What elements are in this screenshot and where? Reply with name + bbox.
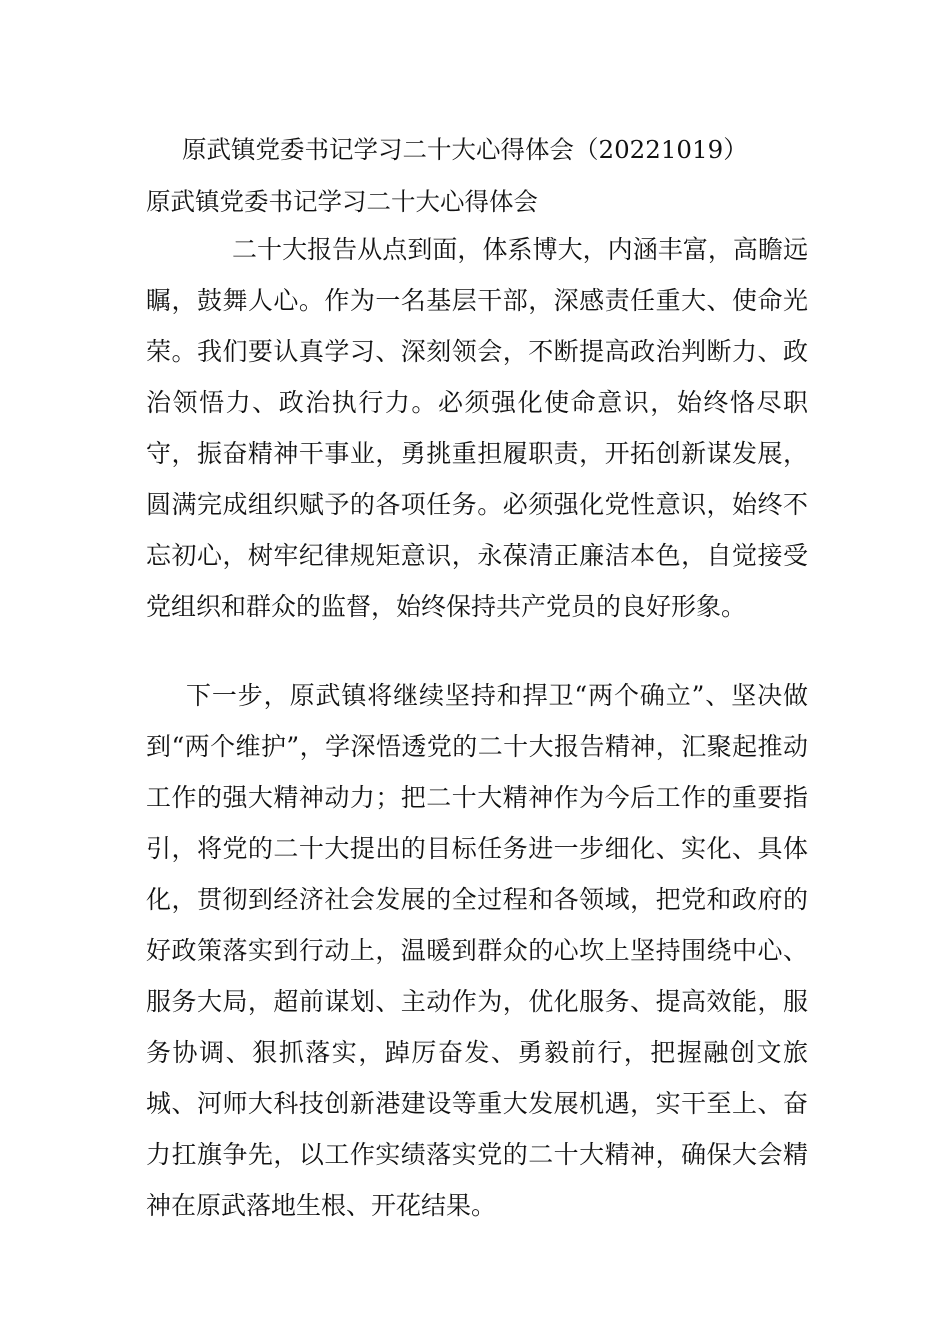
paragraph-2: 下一步，原武镇将继续坚持和捍卫“两个确立”、坚决做到“两个维护”，学深悟透党的二十大报告精神，汇聚起推动工作的强大精神动力；把二十大精神作为今后工作的重要指引，将党的二十大提出的目标任务进一步细化、实化、具体化，贯彻到经济社会发展的全过程和各领域，把党和政府的好政策落实到行动上，温暖到群众的心坎上坚持围绕中心、服务大局，超前谋划、主动作为，优化服务、提高效能，服务协调、狠抓落实，踔厉奋发、勇毅前行，把握融创文旅城、河师大科技创新港建设等重大发展机遇，实干至上、奋力扛旗争先，以工作实绩落实党的二十大精神，确保大会精神在原武落地生根、开花结果。 — [146, 681, 808, 1220]
document-title: 原武镇党委书记学习二十大心得体会（20221019） — [182, 135, 748, 164]
paragraph-1: 二十大报告从点到面，体系博大，内涵丰富，高瞻远瞩，鼓舞人心。作为一名基层干部，深感责任重大、使命光荣。我们要认真学习、深刻领会，不断提高政治判断力、政治领悟力、政治执行力。必须强化使命意识，始终恪尽职守，振奋精神干事业，勇挑重担履职责，开拓创新谋发展，圆满完成组织赋予的各项任务。必须强化党性意识，始终不忘初心，树牢纪律规矩意识，永葆清正廉洁本色，自觉接受党组织和群众的监督，始终保持共产党员的良好形象。 — [146, 235, 808, 621]
document-subtitle: 原武镇党委书记学习二十大心得体会 — [146, 187, 538, 216]
